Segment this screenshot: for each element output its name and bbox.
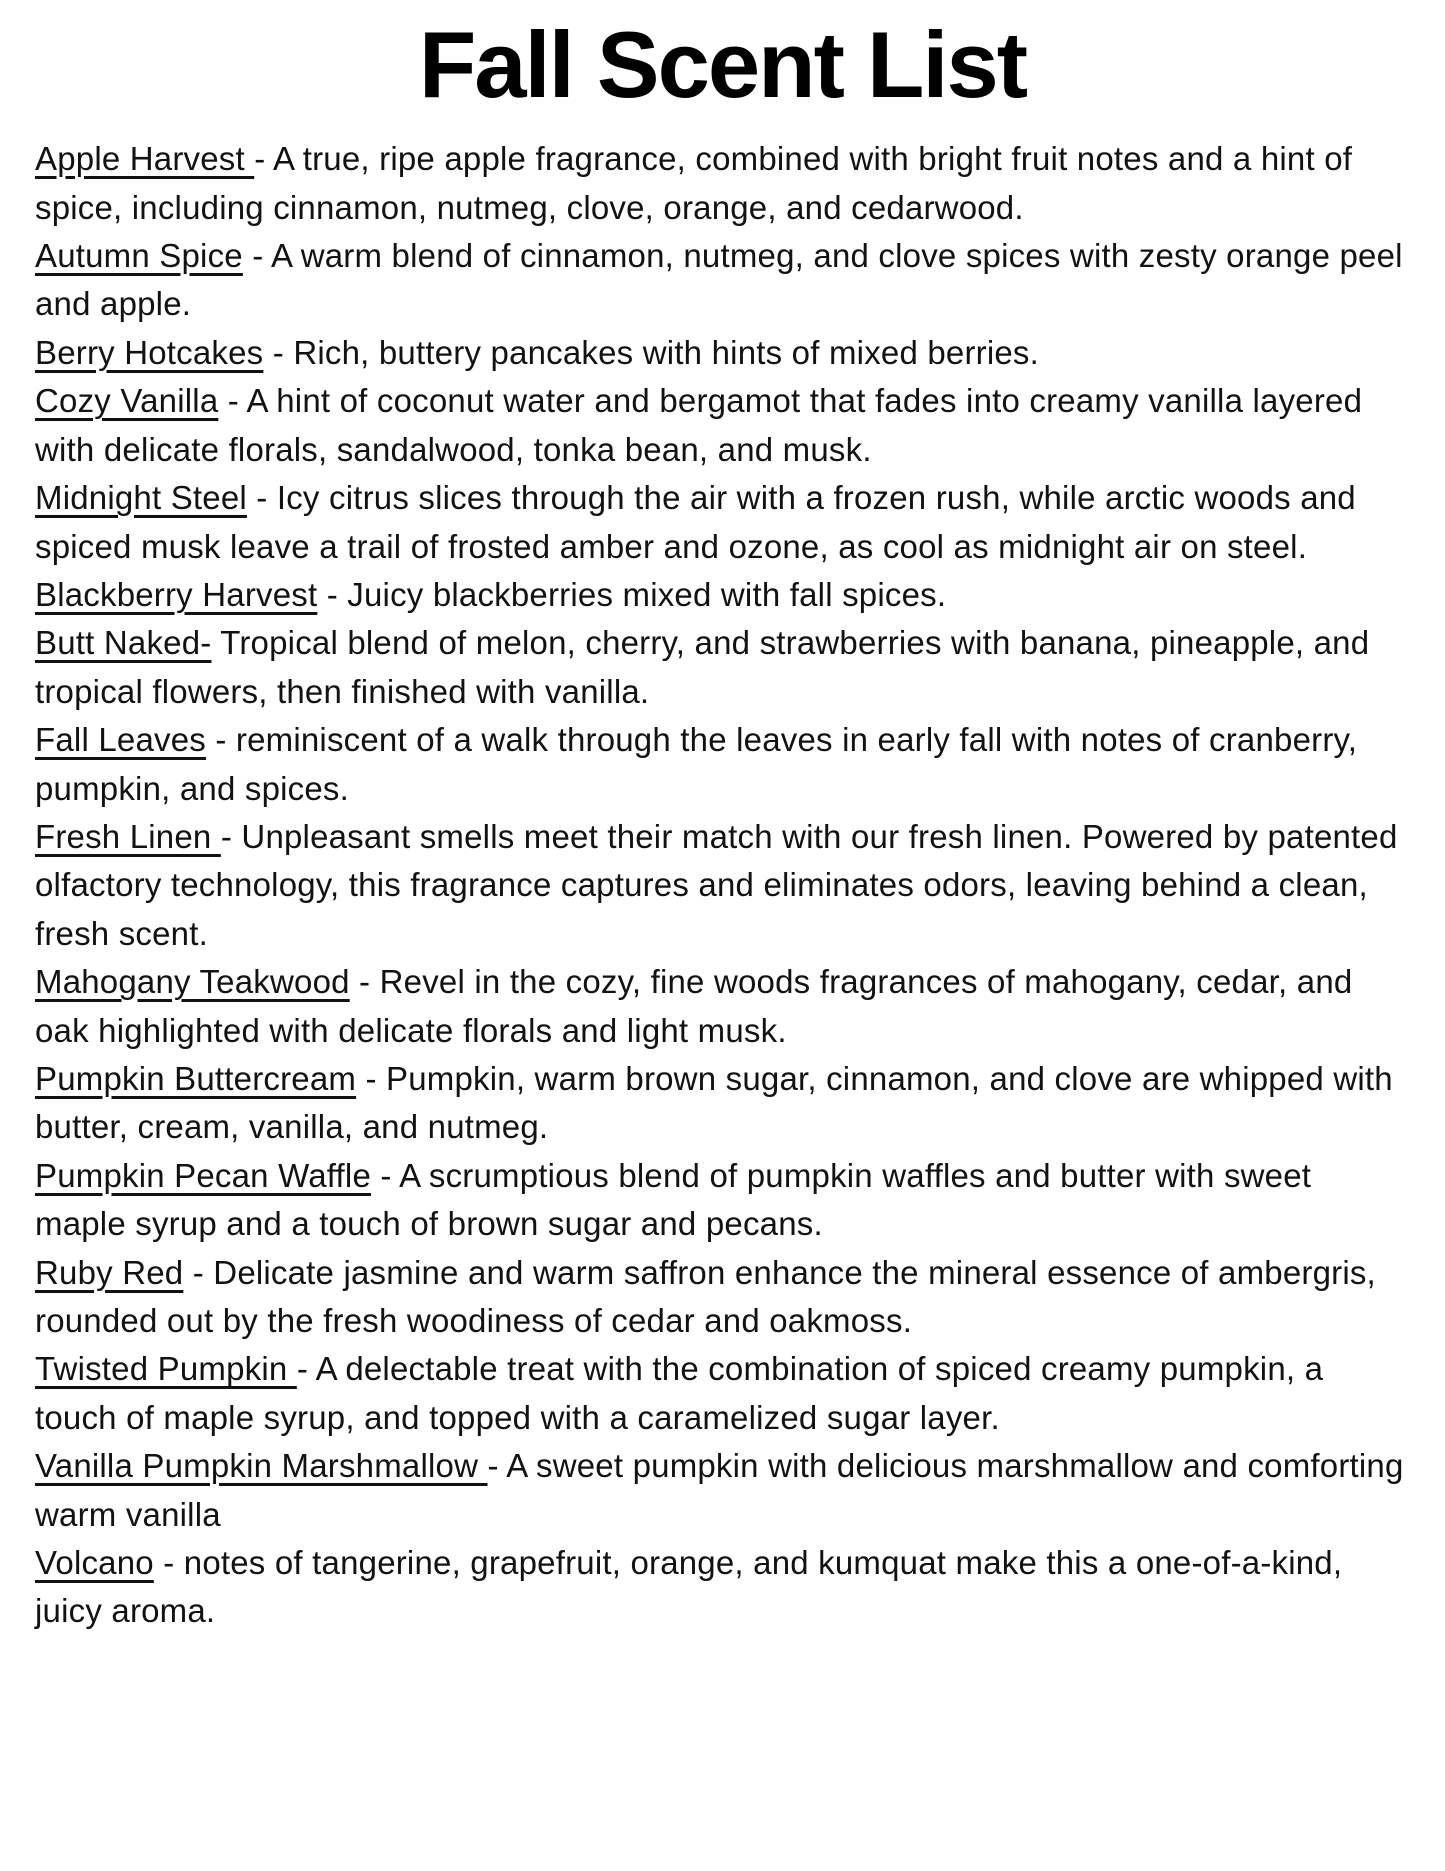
scent-name: Apple Harvest (35, 140, 255, 178)
scent-separator: - (317, 575, 348, 613)
page-title: Fall Scent List (418, 12, 1027, 117)
scent-description: Tropical blend of melon, cherry, and strawberries with banana, pineapple, and tropical flowers, then finished with vanilla. (35, 624, 1370, 710)
scent-description: A true, ripe apple fragrance, combined with bright fruit notes and a hint of spice, including cinnamon, nutmeg, clove, orange, and cedarwood. (35, 140, 1353, 226)
scent-separator: - (356, 1059, 387, 1097)
scent-separator: - (371, 1156, 400, 1194)
scent-entry (35, 958, 1410, 1055)
scent-description: Unpleasant smells meet their match with our fresh linen. Powered by patented olfactory technology, this fragrance captures and eliminates odors, leaving behind a clean, fresh scent. (35, 817, 1398, 952)
scent-separator: - (242, 237, 271, 275)
scent-entry (35, 619, 1410, 716)
scent-description: Juicy blackberries mixed with fall spices. (347, 575, 947, 613)
scent-separator: - (153, 1544, 184, 1582)
scent-name: Fall Leaves (35, 721, 206, 759)
scent-separator: - (218, 382, 247, 420)
scent-entry (35, 135, 1410, 232)
scent-list (0, 117, 1445, 1636)
scent-name: Midnight Steel (35, 479, 247, 517)
scent-separator: - (487, 1447, 507, 1485)
scent-entry (35, 1152, 1410, 1249)
scent-name: Berry Hotcakes (35, 333, 264, 371)
scent-entry (35, 1249, 1410, 1346)
scent-description: A sweet pumpkin with delicious marshmallow and comforting warm vanilla (35, 1447, 1404, 1533)
scent-name: Mahogany Teakwood (35, 963, 350, 1001)
scent-separator: - (254, 140, 273, 178)
scent-entry (35, 1055, 1410, 1152)
scent-entry (35, 571, 1410, 619)
scent-description: reminiscent of a walk through the leaves in early fall with notes of cranberry, pumpkin, and spices. (35, 721, 1358, 807)
scent-name: Volcano (35, 1544, 154, 1582)
scent-description: notes of tangerine, grapefruit, orange, and kumquat make this a one-of-a-kind, juicy aroma. (35, 1544, 1343, 1630)
scent-separator: - (205, 721, 236, 759)
scent-description: Icy citrus slices through the air with a frozen rush, while arctic woods and spiced musk leave a trail of frosted amber and ozone, as cool as midnight air on steel. (35, 479, 1356, 565)
scent-name: Blackberry Harvest (35, 575, 318, 613)
scent-description: Pumpkin, warm brown sugar, cinnamon, and clove are whipped with butter, cream, vanilla, and nutmeg. (35, 1059, 1393, 1146)
scent-description: Revel in the cozy, fine woods fragrances of mahogany, cedar, and oak highlighted with delicate florals and light musk. (35, 963, 1353, 1049)
scent-description: A scrumptious blend of pumpkin waffles and butter with sweet maple syrup and a touch of brown sugar and pecans. (35, 1156, 1312, 1243)
scent-separator: - (183, 1253, 214, 1291)
scent-separator: - (220, 817, 242, 855)
scent-entry (35, 716, 1410, 813)
scent-name: Twisted Pumpkin (35, 1350, 297, 1388)
scent-separator: - (246, 479, 277, 517)
scent-entry (35, 1539, 1410, 1636)
scent-name: Vanilla Pumpkin Marshmallow (35, 1447, 488, 1485)
scent-name: Butt Naked- (35, 624, 212, 662)
scent-name: Autumn Spice (35, 237, 243, 275)
scent-entry (35, 1442, 1410, 1539)
scent-separator: - (263, 333, 294, 371)
scent-name: Pumpkin Pecan Waffle (35, 1156, 371, 1194)
scent-entry (35, 1345, 1410, 1442)
scent-separator: - (296, 1350, 316, 1388)
scent-description: A hint of coconut water and bergamot that fades into creamy vanilla layered with delicate florals, sandalwood, tonka bean, and musk. (35, 382, 1363, 468)
scent-entry (35, 377, 1410, 474)
scent-name: Ruby Red (35, 1253, 184, 1291)
scent-description: A warm blend of cinnamon, nutmeg, and clove spices with zesty orange peel and apple. (35, 237, 1403, 323)
scent-separator (211, 624, 220, 661)
scent-entry (35, 232, 1410, 329)
scent-name: Cozy Vanilla (35, 382, 219, 420)
scent-name: Fresh Linen (35, 817, 221, 855)
scent-description: Delicate jasmine and warm saffron enhance the mineral essence of ambergris, rounded out by the fresh woodiness of cedar and oakmoss. (35, 1253, 1376, 1340)
scent-description: A delectable treat with the combination of spiced creamy pumpkin, a touch of maple syrup, and topped with a caramelized sugar layer. (35, 1350, 1324, 1436)
scent-description: Rich, buttery pancakes with hints of mixed berries. (293, 333, 1040, 371)
scent-entry (35, 474, 1410, 571)
scent-separator: - (349, 963, 380, 1001)
scent-entry (35, 329, 1410, 377)
scent-entry (35, 813, 1410, 958)
scent-name: Pumpkin Buttercream (35, 1059, 357, 1097)
